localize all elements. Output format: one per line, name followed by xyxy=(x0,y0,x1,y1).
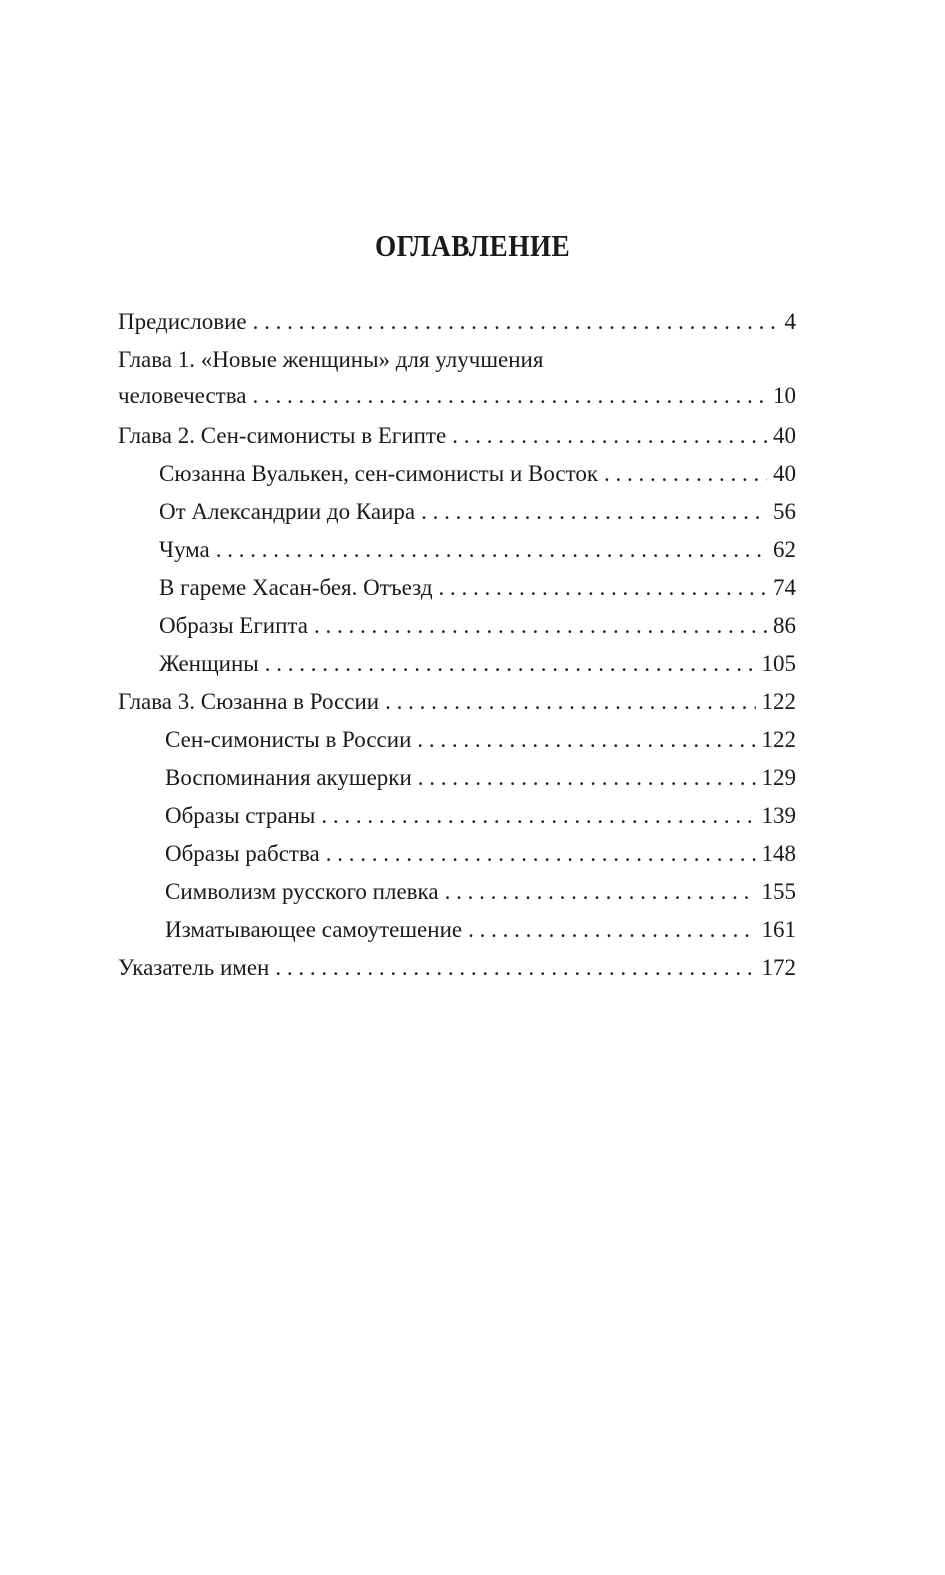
dot-leader xyxy=(452,417,767,455)
dot-leader xyxy=(253,303,779,341)
dot-leader xyxy=(253,377,768,415)
dot-leader xyxy=(604,455,767,493)
toc-entry-label: Образы Египта xyxy=(159,613,308,638)
dot-leader xyxy=(326,835,756,873)
dot-leader xyxy=(216,531,767,569)
toc-entry-page: 148 xyxy=(761,841,796,866)
toc-entry-section[interactable] xyxy=(118,911,796,949)
toc-entry-page: 4 xyxy=(784,309,796,334)
toc-entry-page: 74 xyxy=(773,575,796,600)
dot-leader xyxy=(468,911,755,949)
toc-entry-label: В гареме Хасан-бея. Отъезд xyxy=(159,575,433,600)
toc-entry-page: 155 xyxy=(761,879,796,904)
toc-entry-page: 129 xyxy=(761,765,796,790)
toc-entry-page: 105 xyxy=(761,651,796,676)
toc-entry-page: 86 xyxy=(773,613,796,638)
toc-entry-label: Образы рабства xyxy=(165,841,320,866)
toc-entry-label: От Александрии до Каира xyxy=(159,499,416,524)
toc-entry-label: Символизм русского плевка xyxy=(165,879,439,904)
toc-entry-label: Указатель имен xyxy=(118,955,270,980)
toc-entry-page: 172 xyxy=(761,955,796,980)
toc-entry-page: 10 xyxy=(773,383,796,408)
toc-entry-label: человечества xyxy=(118,383,247,408)
dot-leader xyxy=(439,569,767,607)
toc-entry-label: Глава 2. Сен-симонисты в Египте xyxy=(118,423,447,448)
table-of-contents xyxy=(118,303,796,987)
toc-entry-page: 139 xyxy=(761,803,796,828)
toc-entry-label: Образы страны xyxy=(165,803,316,828)
toc-entry-section[interactable] xyxy=(118,759,796,797)
dot-leader xyxy=(321,797,755,835)
toc-entry-section[interactable] xyxy=(118,569,796,607)
toc-entry-label: Предисловие xyxy=(118,309,247,334)
toc-entry-label: Женщины xyxy=(159,651,259,676)
toc-entry-section[interactable] xyxy=(118,797,796,835)
dot-leader xyxy=(417,721,755,759)
toc-entry-page: 161 xyxy=(761,917,796,942)
dot-leader xyxy=(421,493,767,531)
toc-entry-label: Изматывающее самоутешение xyxy=(165,917,463,942)
toc-entry-label: Сен-симонисты в России xyxy=(165,727,412,752)
dot-leader xyxy=(418,759,756,797)
toc-entry-section[interactable] xyxy=(118,645,796,683)
toc-entry-label: Воспоминания акушерки xyxy=(165,765,412,790)
toc-entry-section[interactable] xyxy=(118,493,796,531)
toc-entry-label-line1: Глава 1. «Новые женщины» для улучшения xyxy=(118,347,544,372)
toc-entry-page: 56 xyxy=(773,499,796,524)
toc-entry-chapter-2[interactable] xyxy=(118,417,796,455)
toc-entry-section[interactable] xyxy=(118,873,796,911)
toc-entry-section[interactable] xyxy=(118,455,796,493)
dot-leader xyxy=(385,683,755,721)
toc-entry-label: Глава 3. Сюзанна в России xyxy=(118,689,380,714)
toc-entry-preface[interactable] xyxy=(118,303,796,341)
toc-entry-chapter-3[interactable] xyxy=(118,683,796,721)
toc-entry-page: 122 xyxy=(761,689,796,714)
toc-entry-page: 122 xyxy=(761,727,796,752)
toc-entry-label: Чума xyxy=(159,537,210,562)
toc-entry-label: Сюзанна Вуалькен, сен-симонисты и Восток xyxy=(159,461,599,486)
toc-entry-section[interactable] xyxy=(118,721,796,759)
dot-leader xyxy=(265,645,756,683)
toc-entry-section[interactable] xyxy=(118,607,796,645)
toc-entry-section[interactable] xyxy=(118,531,796,569)
dot-leader xyxy=(275,949,755,987)
dot-leader xyxy=(445,873,756,911)
toc-entry-chapter-1[interactable] xyxy=(118,341,796,417)
toc-entry-page: 40 xyxy=(773,461,796,486)
toc-heading: ОГЛАВЛЕНИЕ xyxy=(374,228,571,263)
toc-entry-name-index[interactable] xyxy=(118,949,796,987)
toc-entry-page: 62 xyxy=(773,537,796,562)
toc-entry-page: 40 xyxy=(773,423,796,448)
toc-entry-line2 xyxy=(118,377,796,415)
toc-entry-section[interactable] xyxy=(118,835,796,873)
dot-leader xyxy=(314,607,767,645)
